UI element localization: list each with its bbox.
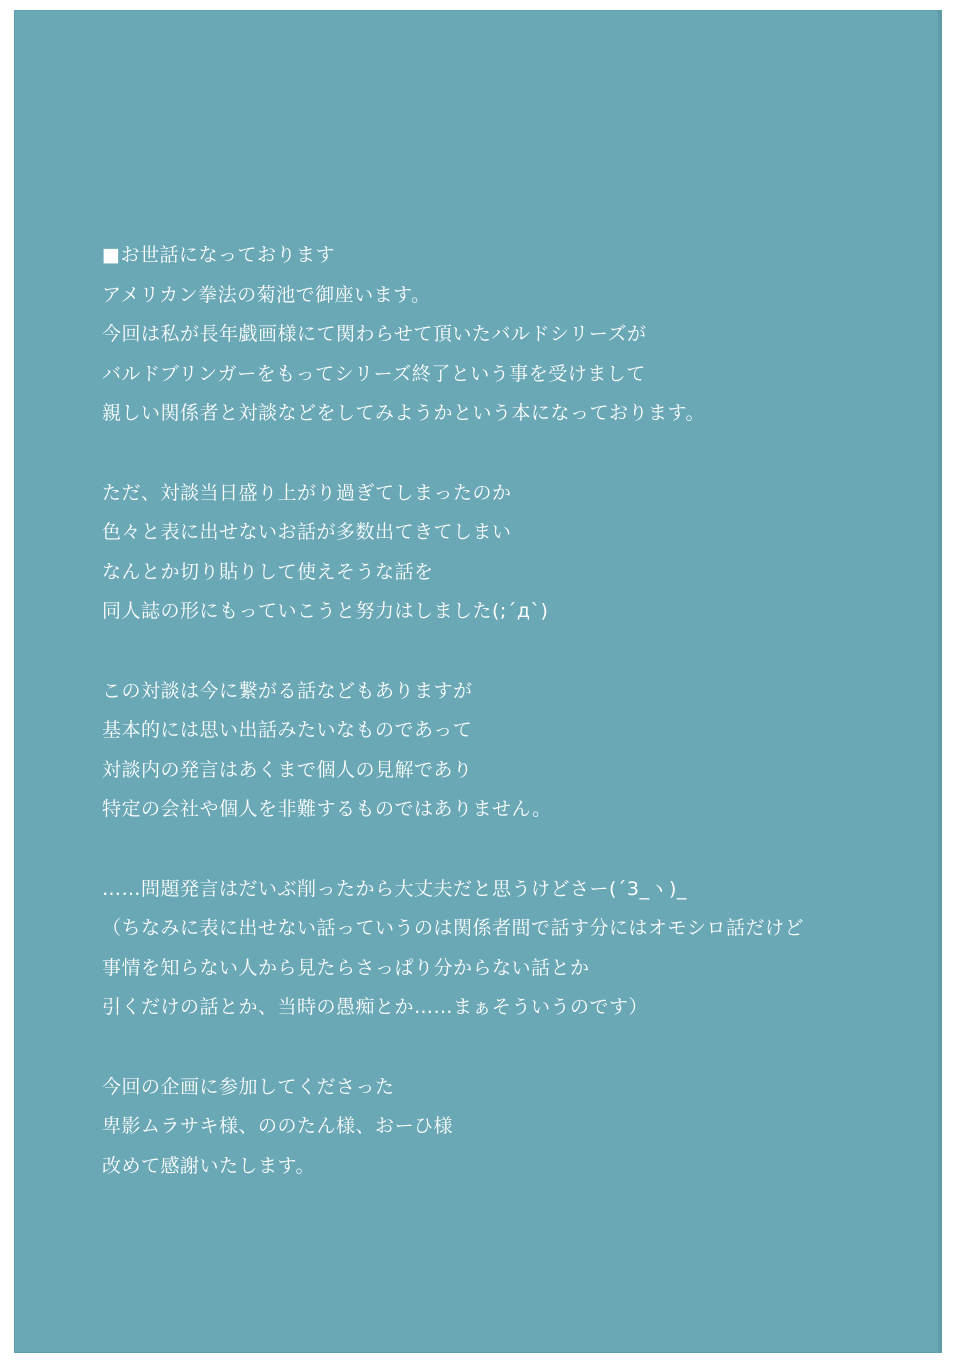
text-line: 特定の会社や個人を非難するものではありません。 [102, 798, 552, 820]
paragraph-greeting [102, 236, 902, 434]
afterword-panel [14, 10, 942, 1353]
afterword-text [102, 236, 902, 1186]
paragraph-aside [102, 870, 902, 1028]
text-line: この対談は今に繋がる話などもありますが [102, 679, 473, 702]
text-line: 卑影ムラサキ様、ののたん様、おーひ様 [102, 1115, 454, 1137]
text-line: 今回は私が長年戯画様にて関わらせて頂いたバルドシリーズが [102, 323, 647, 345]
paragraph-thanks [102, 1068, 902, 1187]
paragraph-background [102, 474, 902, 632]
text-line: 色々と表に出せないお話が多数出てきてしまい [102, 521, 512, 543]
text-line: アメリカン拳法の菊池で御座います。 [102, 283, 431, 306]
paragraph-gap [102, 830, 902, 870]
text-line: 改めて感謝いたします。 [102, 1154, 315, 1177]
text-line: ……問題発言はだいぶ削ったから大丈夫だと思うけどさー(´3_ヽ)_ [102, 877, 687, 900]
panel-edge [938, 10, 942, 1353]
paragraph-gap [102, 632, 902, 672]
text-line: なんとか切り貼りして使えそうな話を [102, 560, 434, 583]
text-line: 基本的には思い出話みたいなものであって [102, 719, 473, 741]
paragraph-gap [102, 434, 902, 474]
text-line: ■お世話になっております [102, 244, 335, 266]
text-line: 事情を知らない人から見たらさっぱり分からない話とか [102, 956, 590, 979]
text-line: （ちなみに表に出せない話っていうのは関係者間で話す分にはオモシロ話だけど [102, 917, 805, 939]
text-line: 同人誌の形にもっていこうと努力はしました(;´д`) [102, 600, 549, 622]
paragraph-disclaimer [102, 672, 902, 830]
text-line: 今回の企画に参加してくださった [102, 1075, 395, 1098]
text-line: ただ、対談当日盛り上がり過ぎてしまったのか [102, 481, 512, 504]
text-line: 対談内の発言はあくまで個人の見解であり [102, 758, 473, 781]
paragraph-gap [102, 1028, 902, 1068]
text-line: 親しい関係者と対談などをしてみようかという本になっております。 [102, 402, 705, 424]
text-line: バルドブリンガーをもってシリーズ終了という事を受けまして [102, 362, 646, 385]
text-line: 引くだけの話とか、当時の愚痴とか……まぁそういうのです） [102, 996, 649, 1018]
